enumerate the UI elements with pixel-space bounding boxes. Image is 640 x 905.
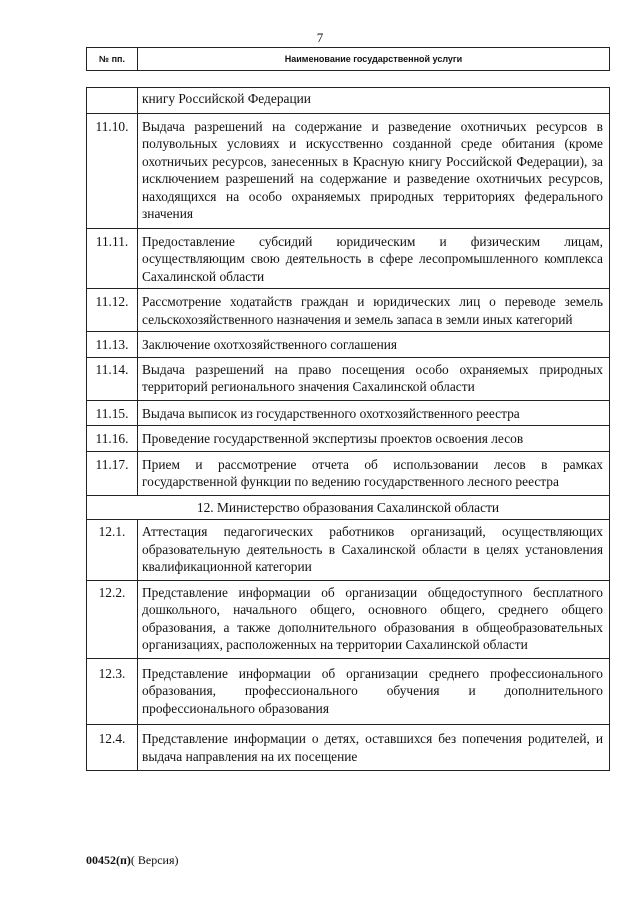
row-number: 12.3.: [87, 658, 138, 725]
service-name: Аттестация педагогических работников организаций, осуществляющих образовательную деятельность в Сахалинской области в целях установления квалификационной категории: [138, 520, 610, 581]
service-name: Выдача выписок из государственного охотхозяйственного реестра: [138, 400, 610, 426]
service-name: Рассмотрение ходатайств граждан и юридических лиц о переводе земель сельскохозяйственного назначения и земель запаса в земли иных категорий: [138, 289, 610, 332]
page-number: 7: [316, 30, 324, 45]
document-version: ( Версия): [130, 853, 179, 867]
table-row: [87, 725, 610, 771]
service-name: Предоставление субсидий юридическим и физическим лицам, осуществляющим свою деятельность в сфере лесопромышленного комплекса Сахалинской области: [138, 228, 610, 289]
table-row: [87, 451, 610, 495]
service-name: Выдача разрешений на право посещения особо охраняемых природных территорий регионального значения Сахалинской области: [138, 357, 610, 400]
table-row: [87, 520, 610, 581]
service-name: Представление информации об организации общедоступного бесплатного дошкольного, начального общего, основного общего, среднего общего образования, а также дополнительного образования в общеобразовательных организациях, расположенных на территории Сахалинской области: [138, 580, 610, 658]
row-number: 11.13.: [87, 332, 138, 358]
service-name: книгу Российской Федерации: [138, 88, 610, 114]
service-name: Представление информации об организации среднего профессионального образования, профессионального обучения и дополнительного профессионального образования: [138, 658, 610, 725]
document-footer: [86, 853, 179, 868]
document-code: 00452(п): [86, 853, 131, 867]
row-number: 12.4.: [87, 725, 138, 771]
table-row: [87, 228, 610, 289]
row-number: 11.17.: [87, 451, 138, 495]
table-header: [86, 47, 610, 71]
row-number: 12.1.: [87, 520, 138, 581]
table-row: [87, 580, 610, 658]
row-number: 11.11.: [87, 228, 138, 289]
table-row: [87, 113, 610, 228]
row-number: 11.14.: [87, 357, 138, 400]
table-row: [87, 400, 610, 426]
section-row: [87, 495, 610, 520]
table-row: [87, 357, 610, 400]
service-name: Выдача разрешений на содержание и разведение охотничьих ресурсов в полувольных условиях и искусственно созданной среде обитания (кроме охотничьих ресурсов, занесенных в Красную книгу Российской Федерации), за исключением разрешений на содержание и разведение охотничьих ресурсов, находящихся на особо охраняемых природных территориях федерального значения: [138, 113, 610, 228]
table-row: [87, 88, 610, 114]
service-name: Прием и рассмотрение отчета об использовании лесов в рамках государственной функции по ведению государственного лесного реестра: [138, 451, 610, 495]
service-name: Заключение охотхозяйственного соглашения: [138, 332, 610, 358]
service-name: Проведение государственной экспертизы проектов освоения лесов: [138, 426, 610, 452]
header-col-number: № пп.: [87, 48, 138, 71]
row-number: 11.10.: [87, 113, 138, 228]
header-col-name: Наименование государственной услуги: [138, 48, 610, 71]
table-row: [87, 658, 610, 725]
row-number: 11.16.: [87, 426, 138, 452]
row-number: 11.12.: [87, 289, 138, 332]
row-number: 12.2.: [87, 580, 138, 658]
table-row: [87, 289, 610, 332]
services-table: [86, 87, 610, 771]
service-name: Представление информации о детях, оставшихся без попечения родителей, и выдача направления на их посещение: [138, 725, 610, 771]
row-number: 11.15.: [87, 400, 138, 426]
section-title: 12. Министерство образования Сахалинской области: [87, 495, 610, 520]
table-row: [87, 426, 610, 452]
row-number: [87, 88, 138, 114]
table-row: [87, 332, 610, 358]
